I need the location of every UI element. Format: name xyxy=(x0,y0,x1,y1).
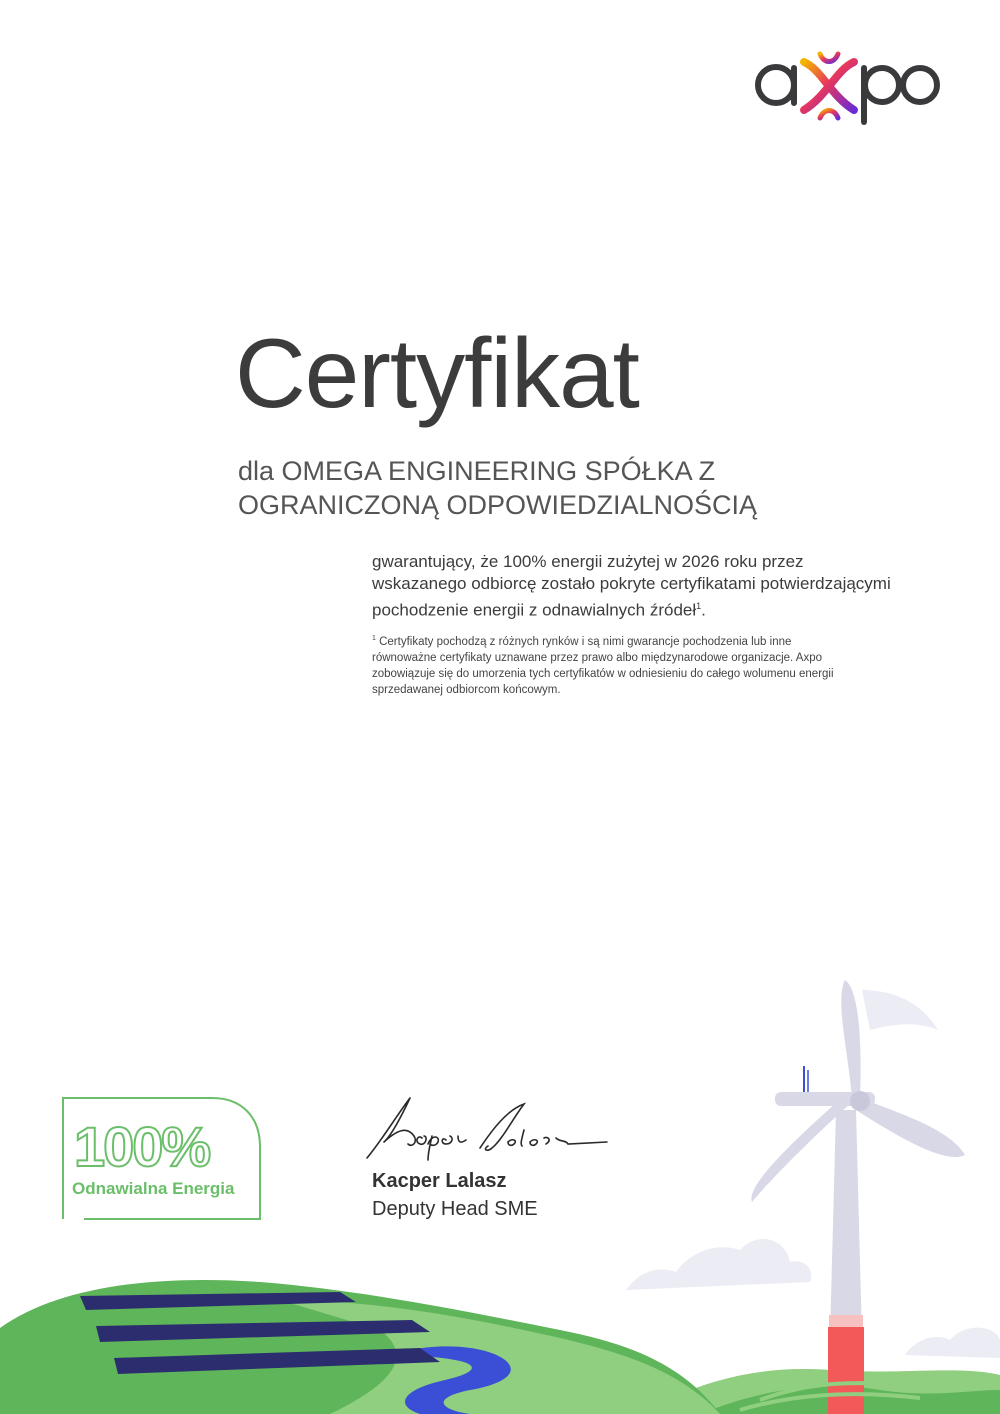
signer-name: Kacper Lalasz xyxy=(372,1170,507,1192)
renewable-landscape-illustration xyxy=(0,970,1000,1414)
certificate-footnote xyxy=(372,631,852,698)
badge-label: Odnawialna Energia xyxy=(72,1179,235,1198)
cloud-icon xyxy=(626,1239,811,1290)
badge-percent: 100% xyxy=(74,1115,210,1178)
certificate-title: Certyfikat xyxy=(235,318,639,428)
certificate-statement xyxy=(372,551,892,622)
statement-end: . xyxy=(701,600,706,620)
axpo-logo-icon xyxy=(752,50,942,125)
footnote-marker: 1 xyxy=(372,635,376,642)
signer-role: Deputy Head SME xyxy=(372,1198,538,1220)
cloud-icon xyxy=(905,1328,1000,1358)
statement-footnote-marker: 1 xyxy=(696,601,702,611)
axpo-logo xyxy=(752,50,942,125)
statement-text: gwarantujący, że 100% energii zużytej w 2026 roku przez wskazanego odbiorcę zostało pokryte certyfikatami potwierdzającymi pochodzenie energii z odnawialnych źródeł xyxy=(372,552,891,620)
certificate-recipient: dla OMEGA ENGINEERING SPÓŁKA Z OGRANICZONĄ ODPOWIEDZIALNOŚCIĄ xyxy=(238,456,758,520)
footnote-text: Certyfikaty pochodzą z różnych rynków i są nimi gwarancje pochodzenia lub inne równoważne certyfikaty uznawane przez prawo albo międzynarodowe organizacje. Axpo zobowiązuje się do umorzenia tych certyfikatów w odniesieniu do całego wolumenu energii sprzedawanej odbiorcom końcowym. xyxy=(372,635,834,696)
